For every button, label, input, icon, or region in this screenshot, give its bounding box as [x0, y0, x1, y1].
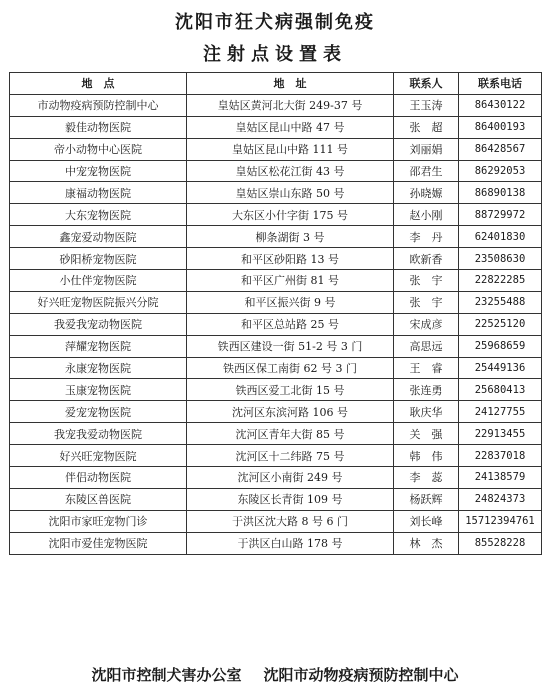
cell-phone: 85528228	[459, 532, 542, 554]
cell-address: 铁西区保工南街 62 号 3 门	[187, 357, 394, 379]
cell-contact: 张 宇	[394, 291, 459, 313]
cell-phone: 86428567	[459, 138, 542, 160]
table-row	[10, 291, 542, 313]
cell-phone: 25968659	[459, 335, 542, 357]
cell-phone: 15712394761	[459, 510, 542, 532]
table-row	[10, 379, 542, 401]
document-subtitle: 注射点设置表	[203, 44, 347, 65]
cell-phone: 62401830	[459, 226, 542, 248]
cell-phone: 25449136	[459, 357, 542, 379]
cell-address: 和平区振兴街 9 号	[187, 291, 394, 313]
cell-contact: 高思远	[394, 335, 459, 357]
cell-address: 和平区砂阳路 13 号	[187, 248, 394, 270]
table-row	[10, 270, 542, 292]
cell-contact: 王 睿	[394, 357, 459, 379]
cell-phone: 22525120	[459, 313, 542, 335]
cell-contact: 李 蕊	[394, 467, 459, 489]
cell-address: 于洪区沈大路 8 号 6 门	[187, 510, 394, 532]
cell-location: 好兴旺宠物医院振兴分院	[10, 291, 187, 313]
cell-location: 小仕伴宠物医院	[10, 270, 187, 292]
cell-location: 好兴旺宠物医院	[10, 445, 187, 467]
cell-location: 大东宠物医院	[10, 204, 187, 226]
table-row	[10, 532, 542, 554]
cell-phone: 86430122	[459, 94, 542, 116]
cell-address: 和平区总站路 25 号	[187, 313, 394, 335]
cell-contact: 孙晓嫄	[394, 182, 459, 204]
footer-issuer-left: 沈阳市控制犬害办公室	[91, 666, 242, 684]
cell-contact: 张 超	[394, 116, 459, 138]
cell-address: 铁西区爱工北街 15 号	[187, 379, 394, 401]
cell-location: 沈阳市家旺宠物门诊	[10, 510, 187, 532]
cell-contact: 刘长峰	[394, 510, 459, 532]
cell-address: 皇姑区崇山东路 50 号	[187, 182, 394, 204]
cell-phone: 22822285	[459, 270, 542, 292]
table-row	[10, 160, 542, 182]
table-row	[10, 423, 542, 445]
table-body	[10, 94, 542, 554]
cell-phone: 24824373	[459, 488, 542, 510]
cell-address: 皇姑区松花江街 43 号	[187, 160, 394, 182]
cell-address: 皇姑区昆山中路 111 号	[187, 138, 394, 160]
cell-location: 鑫宠爱动物医院	[10, 226, 187, 248]
table-row	[10, 204, 542, 226]
cell-address: 大东区小什字街 175 号	[187, 204, 394, 226]
cell-location: 中宠宠物医院	[10, 160, 187, 182]
table-row	[10, 226, 542, 248]
cell-contact: 杨跃辉	[394, 488, 459, 510]
cell-contact: 林 杰	[394, 532, 459, 554]
header-address: 地 址	[187, 73, 394, 95]
cell-address: 和平区广州街 81 号	[187, 270, 394, 292]
table-row	[10, 248, 542, 270]
cell-location: 萍耀宠物医院	[10, 335, 187, 357]
cell-contact: 刘丽娟	[394, 138, 459, 160]
vaccination-sites-table	[9, 72, 542, 555]
cell-location: 沈阳市爱佳宠物医院	[10, 532, 187, 554]
cell-location: 我宠我爱动物医院	[10, 423, 187, 445]
cell-location: 砂阳桥宠物医院	[10, 248, 187, 270]
table-row	[10, 138, 542, 160]
cell-phone: 24138579	[459, 467, 542, 489]
table-row	[10, 488, 542, 510]
cell-contact: 关 强	[394, 423, 459, 445]
cell-location: 永康宠物医院	[10, 357, 187, 379]
cell-location: 东陵区兽医院	[10, 488, 187, 510]
cell-location: 爱宠宠物医院	[10, 401, 187, 423]
cell-location: 市动物疫病预防控制中心	[10, 94, 187, 116]
cell-location: 玉康宠物医院	[10, 379, 187, 401]
cell-address: 东陵区长青街 109 号	[187, 488, 394, 510]
cell-contact: 邵君生	[394, 160, 459, 182]
cell-contact: 赵小刚	[394, 204, 459, 226]
cell-phone: 86890138	[459, 182, 542, 204]
table-row	[10, 116, 542, 138]
cell-location: 我爱我宠动物医院	[10, 313, 187, 335]
cell-phone: 86400193	[459, 116, 542, 138]
table-header-row	[10, 73, 542, 95]
table-row	[10, 357, 542, 379]
cell-contact: 王玉涛	[394, 94, 459, 116]
cell-contact: 欧新香	[394, 248, 459, 270]
cell-contact: 宋成彦	[394, 313, 459, 335]
table-row	[10, 94, 542, 116]
cell-address: 沈河区小南街 249 号	[187, 467, 394, 489]
cell-location: 毅佳动物医院	[10, 116, 187, 138]
cell-address: 沈河区青年大街 85 号	[187, 423, 394, 445]
table-row	[10, 335, 542, 357]
table-row	[10, 182, 542, 204]
cell-contact: 耿庆华	[394, 401, 459, 423]
cell-phone: 22913455	[459, 423, 542, 445]
cell-address: 沈河区十二纬路 75 号	[187, 445, 394, 467]
cell-address: 柳条湖街 3 号	[187, 226, 394, 248]
cell-location: 帝小动物中心医院	[10, 138, 187, 160]
header-phone: 联系电话	[459, 73, 542, 95]
cell-phone: 23255488	[459, 291, 542, 313]
cell-contact: 韩 伟	[394, 445, 459, 467]
cell-address: 皇姑区黄河北大街 249-37 号	[187, 94, 394, 116]
table-row	[10, 313, 542, 335]
cell-location: 伴侣动物医院	[10, 467, 187, 489]
footer-issuer-right: 沈阳市动物疫病预防控制中心	[263, 666, 459, 684]
table-row	[10, 510, 542, 532]
document-title: 沈阳市狂犬病强制免疫	[175, 12, 375, 33]
footer	[0, 664, 550, 685]
cell-phone: 22837018	[459, 445, 542, 467]
cell-contact: 李 丹	[394, 226, 459, 248]
header-contact: 联系人	[394, 73, 459, 95]
cell-phone: 25680413	[459, 379, 542, 401]
cell-location: 康福动物医院	[10, 182, 187, 204]
table-row	[10, 401, 542, 423]
cell-phone: 24127755	[459, 401, 542, 423]
cell-phone: 88729972	[459, 204, 542, 226]
cell-address: 铁西区建设一街 51-2 号 3 门	[187, 335, 394, 357]
cell-address: 沈河区东滨河路 106 号	[187, 401, 394, 423]
cell-contact: 张连勇	[394, 379, 459, 401]
cell-phone: 23508630	[459, 248, 542, 270]
table-row	[10, 445, 542, 467]
cell-address: 于洪区白山路 178 号	[187, 532, 394, 554]
header-location: 地 点	[10, 73, 187, 95]
cell-contact: 张 宇	[394, 270, 459, 292]
table-row	[10, 467, 542, 489]
cell-phone: 86292053	[459, 160, 542, 182]
cell-address: 皇姑区昆山中路 47 号	[187, 116, 394, 138]
